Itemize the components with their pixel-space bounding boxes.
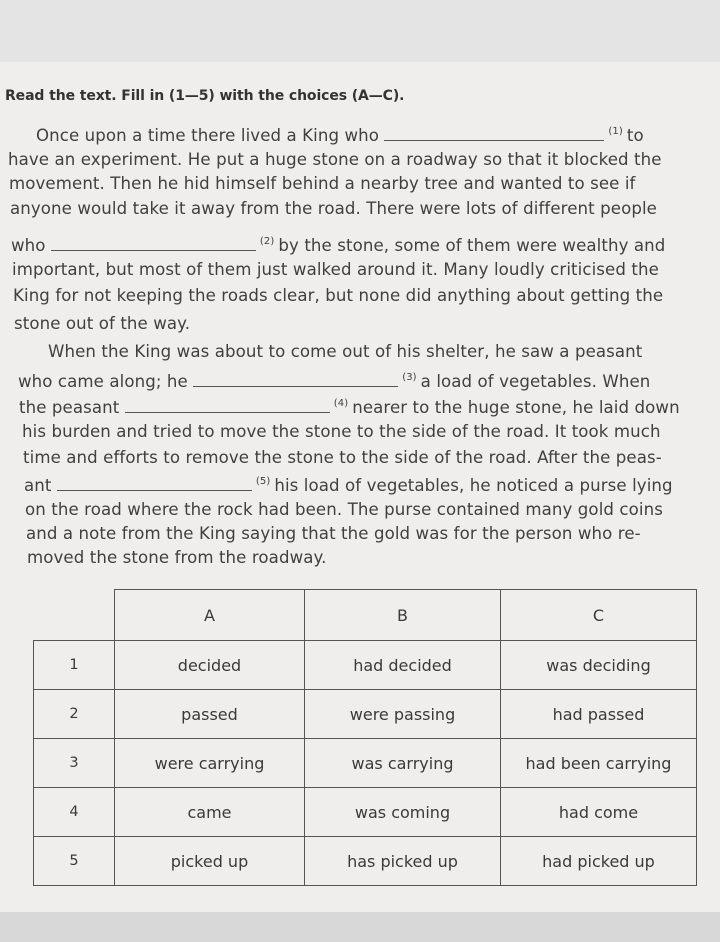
- gap-5-blank[interactable]: [57, 489, 252, 491]
- text-segment: by the stone, some of them were wealthy and: [278, 236, 666, 255]
- text-line: and a note from the King saying that the gold was for the person who re-: [26, 524, 641, 543]
- text-line: anyone would take it away from the road. There were lots of different people: [10, 199, 657, 218]
- choice-cell-a[interactable]: were carrying: [115, 739, 305, 788]
- text-segment: who: [11, 236, 46, 255]
- choice-cell-c[interactable]: had passed: [501, 690, 697, 739]
- text-line: movement. Then he hid himself behind a nearby tree and wanted to see if: [9, 174, 636, 193]
- choice-cell-c[interactable]: was deciding: [501, 641, 697, 690]
- gap-number: (1): [608, 126, 623, 138]
- row-number: 5: [34, 837, 115, 886]
- text-line: important, but most of them just walked around it. Many loudly criticised the: [12, 260, 659, 279]
- row-number: 1: [34, 641, 115, 690]
- text-line: King for not keeping the roads clear, but none did anything about getting the: [13, 286, 664, 305]
- text-segment: who came along; he: [18, 372, 188, 391]
- gap-3-blank[interactable]: [193, 385, 398, 387]
- choice-cell-b[interactable]: was carrying: [305, 739, 501, 788]
- text-line: time and efforts to remove the stone to the side of the road. After the peas-: [23, 448, 662, 467]
- row-number: 2: [34, 690, 115, 739]
- gap-2-blank[interactable]: [51, 249, 256, 251]
- choice-cell-c[interactable]: had come: [501, 788, 697, 837]
- text-line: stone out of the way.: [14, 314, 191, 333]
- text-segment: a load of vegetables. When: [420, 372, 651, 391]
- choice-cell-a[interactable]: picked up: [115, 837, 305, 886]
- text-line: moved the stone from the roadway.: [27, 548, 327, 567]
- text-segment: to: [626, 126, 644, 145]
- choice-cell-b[interactable]: was coming: [305, 788, 501, 837]
- choice-cell-b[interactable]: were passing: [305, 690, 501, 739]
- table-row: [34, 739, 697, 788]
- text-line: When the King was about to come out of his shelter, he saw a peasant: [48, 342, 643, 361]
- table-corner-cell: [34, 590, 115, 641]
- gap-1-blank[interactable]: [384, 139, 604, 141]
- gap-4-blank[interactable]: [125, 411, 330, 413]
- choice-cell-c[interactable]: had been carrying: [501, 739, 697, 788]
- background-top: [0, 0, 720, 62]
- background-bottom: [0, 912, 720, 942]
- text-line: on the road where the rock had been. The purse contained many gold coins: [25, 500, 663, 519]
- table-row: [34, 690, 697, 739]
- choice-cell-c[interactable]: had picked up: [501, 837, 697, 886]
- table-row: [34, 788, 697, 837]
- choice-cell-a[interactable]: decided: [115, 641, 305, 690]
- text-segment: the peasant: [19, 398, 120, 417]
- text-line: [18, 372, 650, 391]
- choice-cell-b[interactable]: has picked up: [305, 837, 501, 886]
- column-header-a: A: [115, 590, 305, 641]
- choices-table: [33, 589, 697, 886]
- gap-number: (5): [255, 476, 271, 488]
- row-number: 3: [34, 739, 115, 788]
- gap-number: (4): [333, 398, 349, 410]
- gap-number: (3): [402, 372, 417, 384]
- choice-cell-a[interactable]: came: [115, 788, 305, 837]
- choice-cell-a[interactable]: passed: [115, 690, 305, 739]
- text-segment: nearer to the huge stone, he laid down: [352, 398, 680, 417]
- task-instruction: Read the text. Fill in (1—5) with the choices (A—C).: [5, 88, 405, 104]
- gap-number: (2): [259, 236, 275, 248]
- text-line: his burden and tried to move the stone to the side of the road. It took much: [22, 422, 661, 441]
- column-header-b: B: [305, 590, 501, 641]
- table-row: [34, 641, 697, 690]
- text-line: [11, 236, 665, 255]
- row-number: 4: [34, 788, 115, 837]
- table-row: [34, 837, 697, 886]
- text-line: [19, 398, 680, 417]
- text-line: [36, 126, 644, 145]
- choice-cell-b[interactable]: had decided: [305, 641, 501, 690]
- column-header-c: C: [501, 590, 697, 641]
- text-line: [24, 476, 673, 495]
- text-line: have an experiment. He put a huge stone on a roadway so that it blocked the: [8, 150, 662, 169]
- table-header-row: [34, 590, 697, 641]
- text-segment: Once upon a time there lived a King who: [36, 126, 380, 145]
- text-segment: ant: [24, 476, 52, 495]
- text-segment: his load of vegetables, he noticed a purse lying: [274, 476, 673, 495]
